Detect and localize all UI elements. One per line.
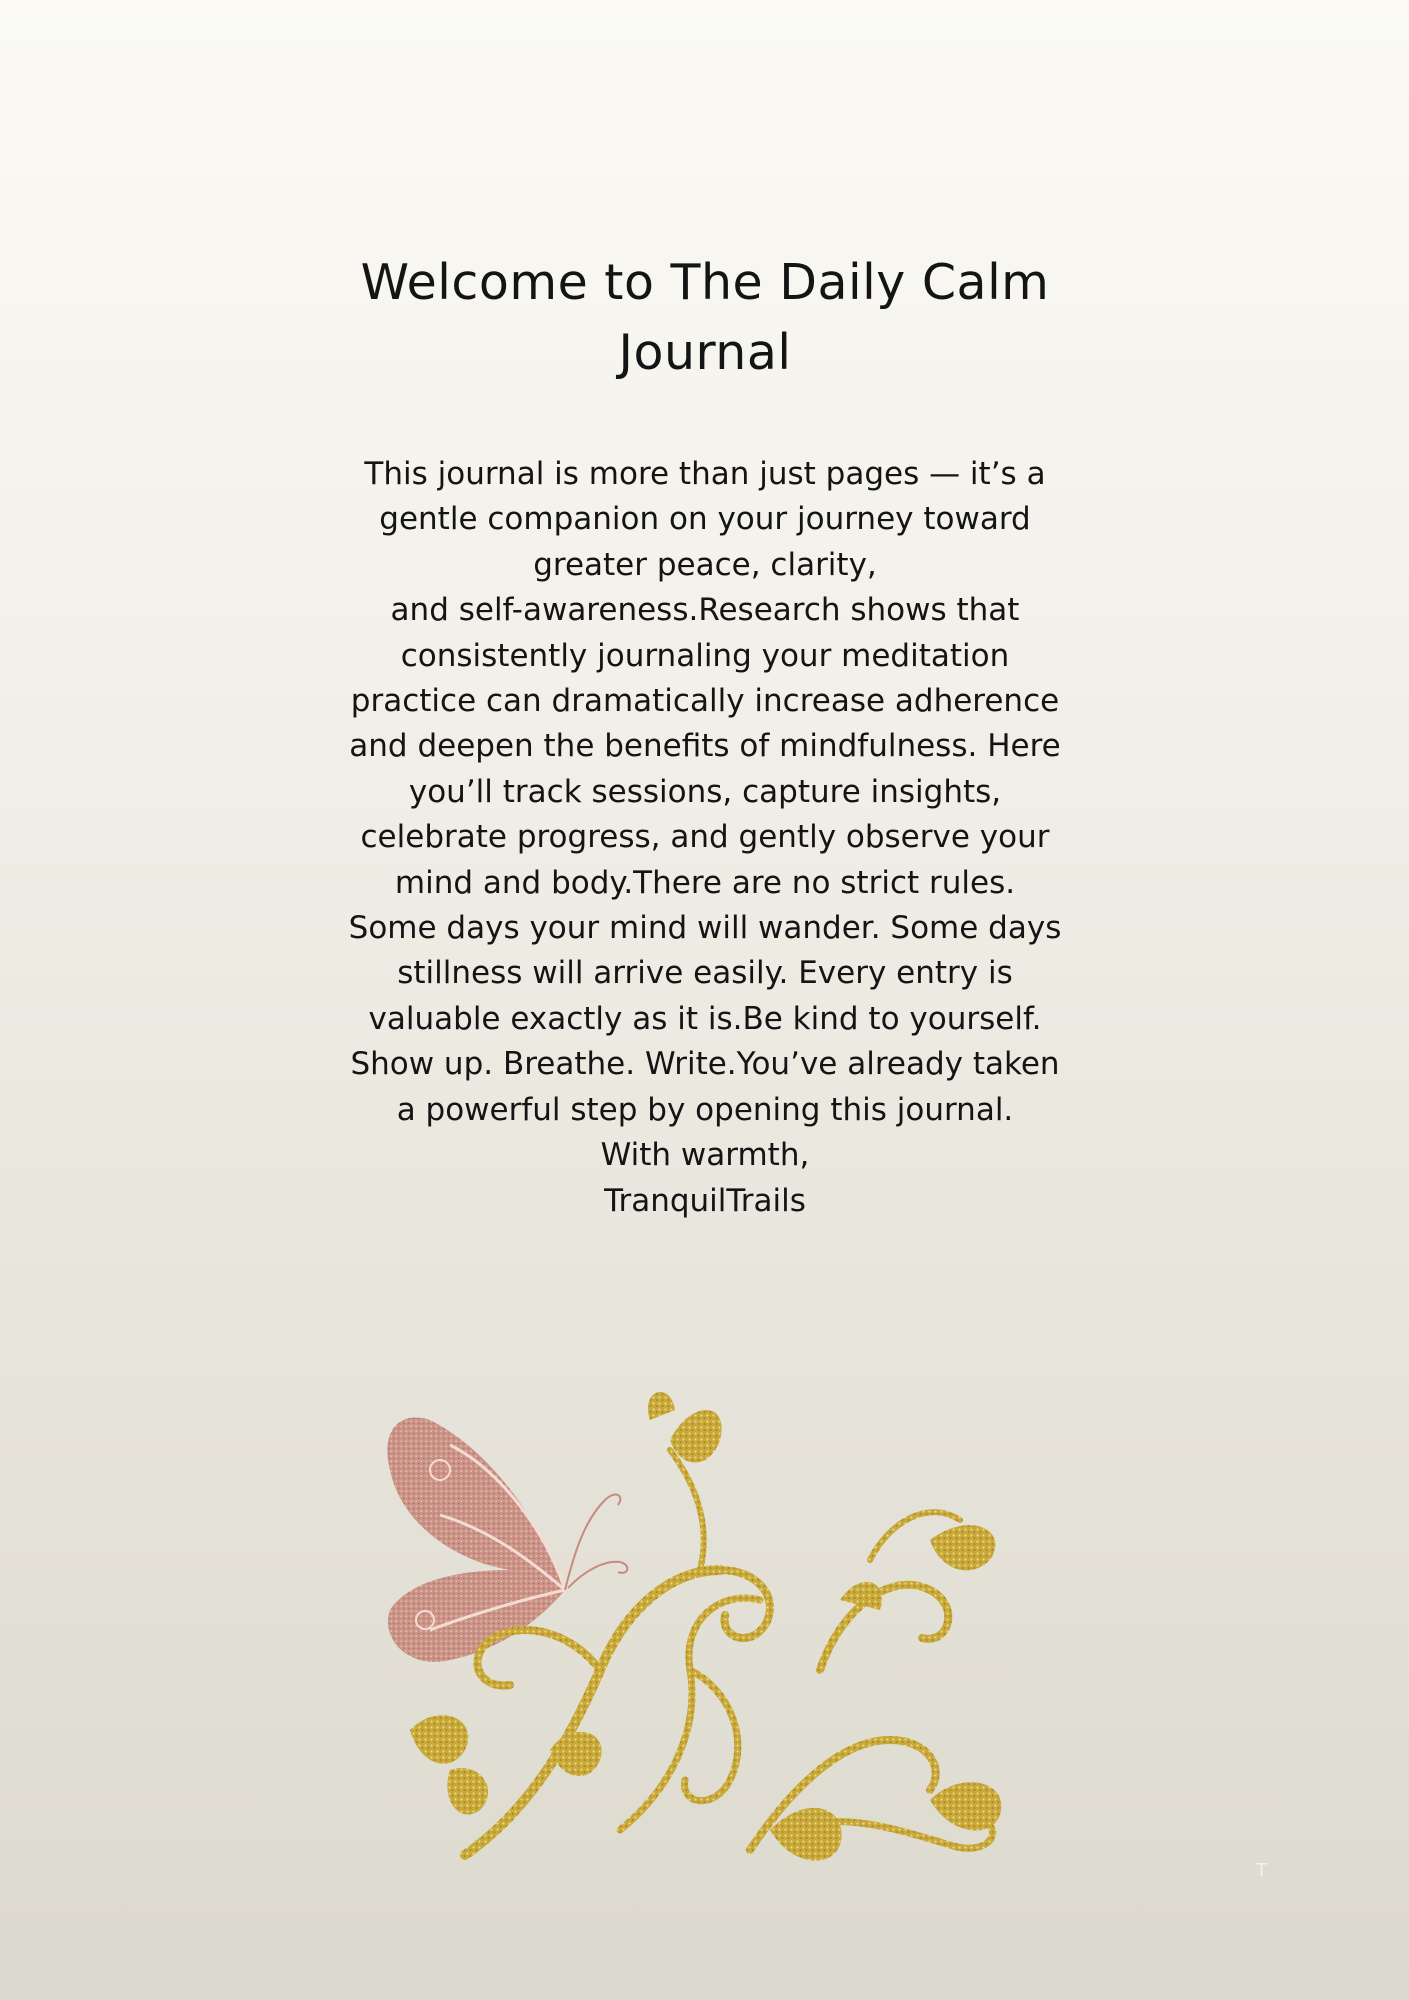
letter-signature: TranquilTrails [604, 1182, 806, 1219]
letter-line: and self-awareness.Research shows that [390, 592, 1020, 629]
welcome-letter [300, 452, 1110, 1224]
letter-line: a powerful step by opening this journal. [396, 1091, 1014, 1128]
letter-line: Show up. Breathe. Write.You’ve already taken [350, 1046, 1060, 1083]
letter-line: and deepen the benefits of mindfulness. Here [349, 728, 1061, 765]
letter-line: valuable exactly as it is.Be kind to yourself. [368, 1000, 1042, 1037]
letter-line: mind and body.There are no strict rules. [394, 864, 1016, 901]
letter-line: greater peace, clarity, [533, 546, 877, 583]
letter-line: This journal is more than just pages — it’s a [364, 456, 1046, 492]
letter-line: celebrate progress, and gently observe your [360, 819, 1050, 856]
decorative-illustration [370, 1270, 1050, 1870]
butterfly-icon [387, 1417, 627, 1662]
letter-line: gentle companion on your journey toward [379, 501, 1031, 538]
letter-line: you’ll track sessions, capture insights, [408, 773, 1002, 810]
letter-line: Some days your mind will wander. Some days [348, 910, 1062, 947]
letter-line: stillness will arrive easily. Every entry is [397, 955, 1013, 992]
letter-sign-off: With warmth, [600, 1137, 810, 1174]
letter-line: practice can dramatically increase adherence [350, 683, 1060, 720]
gold-floral-flourish-icon [465, 1450, 993, 1855]
corner-mark: T [1256, 1860, 1267, 1881]
page-title: Welcome to The Daily Calm Journal [360, 254, 1050, 381]
letter-line: consistently journaling your meditation [400, 637, 1010, 674]
